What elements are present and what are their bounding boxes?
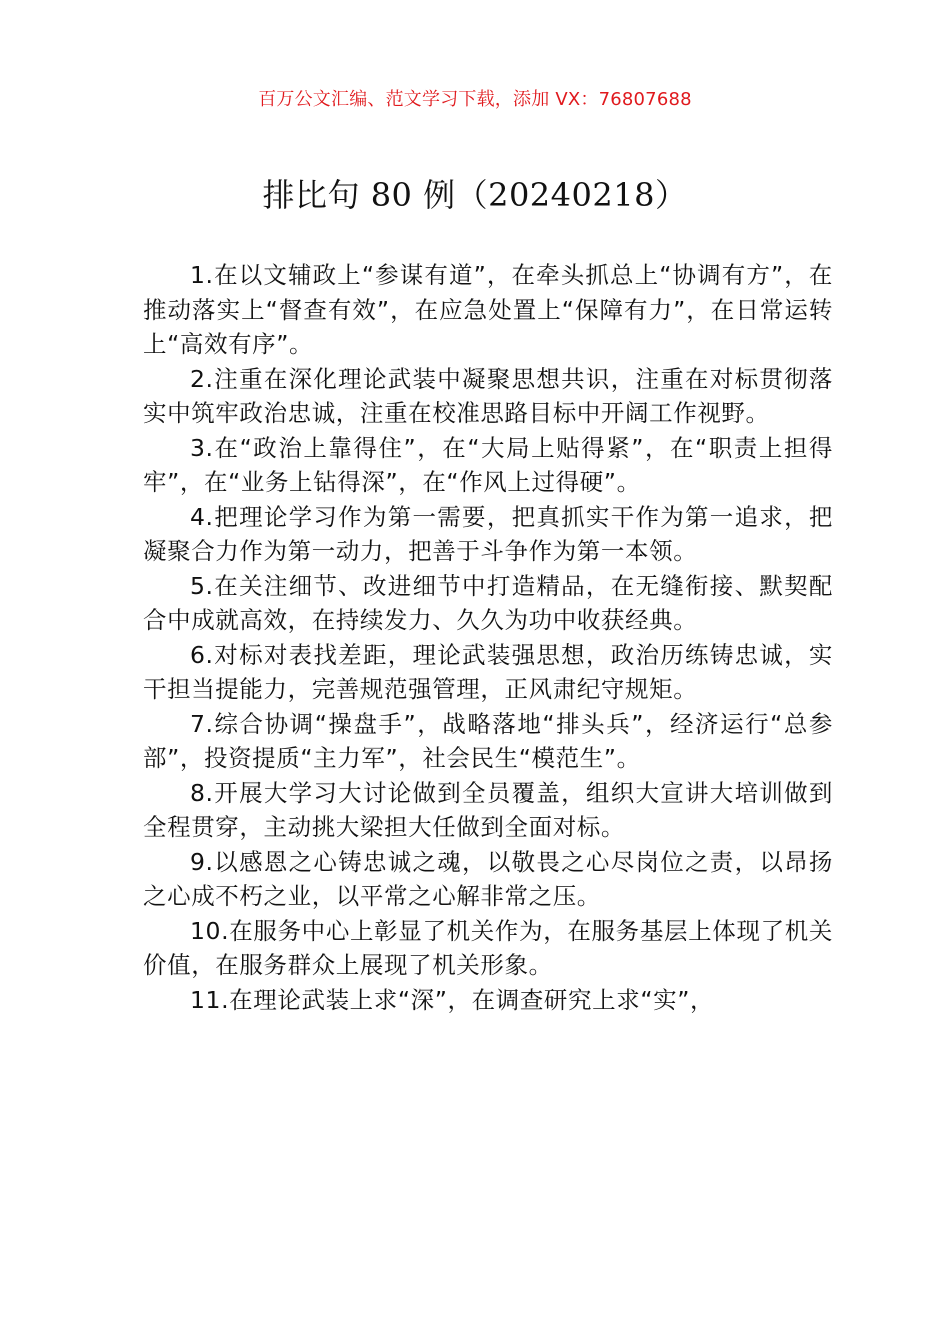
paragraph-7: 7.综合协调“操盘手”，战略落地“排头兵”，经济运行“总参部”，投资提质“主力军”，社会民生“模范生”。 [143,709,833,772]
paragraph-10: 10.在服务中心上彰显了机关作为，在服务基层上体现了机关价值，在服务群众上展现了机关形象。 [143,916,833,979]
paragraph-3: 3.在“政治上靠得住”，在“大局上贴得紧”，在“职责上担得牢”，在“业务上钻得深”，在“作风上过得硬”。 [143,433,833,496]
header-note: 百万公文汇编、范文学习下载，添加 VX：76807688 [258,89,692,110]
document-title: 排比句 80 例（20240218） [262,176,688,214]
document-body [143,258,833,1017]
paragraph-2: 2.注重在深化理论武装中凝聚思想共识，注重在对标贯彻落实中筑牢政治忠诚，注重在校准思路目标中开阔工作视野。 [143,364,833,427]
paragraph-4: 4.把理论学习作为第一需要，把真抓实干作为第一追求，把凝聚合力作为第一动力，把善于斗争作为第一本领。 [143,502,833,565]
paragraph-6: 6.对标对表找差距，理论武装强思想，政治历练铸忠诚，实干担当提能力，完善规范强管理，正风肃纪守规矩。 [143,640,833,703]
paragraph-5: 5.在关注细节、改进细节中打造精品，在无缝衔接、默契配合中成就高效，在持续发力、久久为功中收获经典。 [143,571,833,634]
paragraph-8: 8.开展大学习大讨论做到全员覆盖，组织大宣讲大培训做到全程贯穿，主动挑大梁担大任做到全面对标。 [143,778,833,841]
paragraph-1: 1.在以文辅政上“参谋有道”，在牵头抓总上“协调有方”，在推动落实上“督查有效”，在应急处置上“保障有力”，在日常运转上“高效有序”。 [143,261,833,358]
paragraph-11: 11.在理论武装上求“深”，在调查研究上求“实”， [190,985,715,1014]
paragraph-9: 9.以感恩之心铸忠诚之魂，以敬畏之心尽岗位之责，以昂扬之心成不朽之业，以平常之心解非常之压。 [143,847,833,910]
